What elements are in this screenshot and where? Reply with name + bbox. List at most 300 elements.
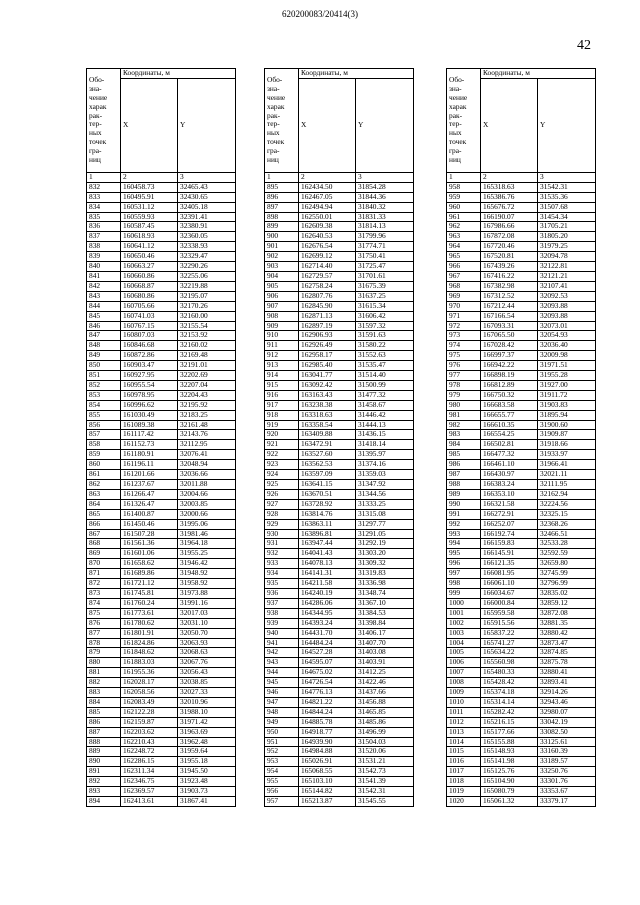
x-value-cell: 161180.91 xyxy=(121,450,178,460)
x-value-cell: 161089.38 xyxy=(121,420,178,430)
table-row xyxy=(87,480,236,490)
y-value-cell: 31541.39 xyxy=(356,777,414,787)
x-value-cell: 163092.42 xyxy=(299,380,356,390)
designation-header-line: ниц xyxy=(89,155,101,165)
x-value-cell: 160559.93 xyxy=(121,212,178,222)
x-value-cell: 166321.58 xyxy=(481,499,538,509)
y-value-cell: 32191.01 xyxy=(178,361,236,371)
table-row xyxy=(447,489,596,499)
designation-header-line: тер- xyxy=(89,119,102,129)
x-value-cell: 164675.02 xyxy=(299,668,356,678)
point-number-cell: 962 xyxy=(447,222,481,232)
x-value-cell: 165068.55 xyxy=(299,767,356,777)
point-number-cell: 833 xyxy=(87,192,121,202)
x-value-cell: 166750.32 xyxy=(481,390,538,400)
point-number-cell: 914 xyxy=(265,371,299,381)
coordinates-header: Координаты, м xyxy=(121,69,236,79)
y-value-cell: 31542.31 xyxy=(538,182,596,192)
x-value-cell: 163641.15 xyxy=(299,480,356,490)
point-number-cell: 848 xyxy=(87,341,121,351)
x-value-cell: 167065.50 xyxy=(481,331,538,341)
point-number-cell: 986 xyxy=(447,460,481,470)
table-row xyxy=(447,539,596,549)
y-value-cell: 31496.99 xyxy=(356,727,414,737)
designation-header-line: рак- xyxy=(449,110,463,120)
point-number-cell: 869 xyxy=(87,549,121,559)
point-number-cell: 897 xyxy=(265,202,299,212)
point-number-cell: 969 xyxy=(447,291,481,301)
point-number-cell: 915 xyxy=(265,380,299,390)
designation-header-line: ниц xyxy=(267,155,279,165)
x-value-cell: 162699.12 xyxy=(299,252,356,262)
table-row xyxy=(87,361,236,371)
point-number-cell: 860 xyxy=(87,460,121,470)
y-value-cell: 32380.91 xyxy=(178,222,236,232)
table-row xyxy=(447,559,596,569)
table-row xyxy=(265,569,414,579)
y-value-cell: 32796.99 xyxy=(538,579,596,589)
y-value-cell: 32153.92 xyxy=(178,331,236,341)
y-value-cell: 31966.41 xyxy=(538,460,596,470)
x-value-cell: 164484.24 xyxy=(299,638,356,648)
table-row xyxy=(447,628,596,638)
table-row xyxy=(265,598,414,608)
point-number-cell: 910 xyxy=(265,331,299,341)
y-value-cell: 31799.96 xyxy=(356,232,414,242)
y-value-cell: 32980.07 xyxy=(538,707,596,717)
table-row xyxy=(447,400,596,410)
table-row xyxy=(87,529,236,539)
y-value-cell: 32360.05 xyxy=(178,232,236,242)
point-number-cell: 979 xyxy=(447,390,481,400)
point-number-cell: 925 xyxy=(265,480,299,490)
point-number-cell: 904 xyxy=(265,271,299,281)
x-value-cell: 164078.13 xyxy=(299,559,356,569)
x-value-cell: 162083.49 xyxy=(121,697,178,707)
table-row xyxy=(265,499,414,509)
designation-header-line: зна- xyxy=(267,83,280,93)
table-row xyxy=(447,787,596,797)
table-row xyxy=(87,757,236,767)
x-value-cell: 166081.95 xyxy=(481,569,538,579)
x-value-cell: 162897.19 xyxy=(299,321,356,331)
table-row xyxy=(265,470,414,480)
y-value-cell: 32067.76 xyxy=(178,658,236,668)
x-value-cell: 166610.35 xyxy=(481,420,538,430)
y-value-cell: 31303.20 xyxy=(356,549,414,559)
point-number-cell: 968 xyxy=(447,281,481,291)
point-number-cell: 944 xyxy=(265,668,299,678)
point-number-cell: 967 xyxy=(447,271,481,281)
col-number-1: 1 xyxy=(447,172,481,182)
point-number-cell: 905 xyxy=(265,281,299,291)
designation-header-line: харак xyxy=(449,101,467,111)
point-number-cell: 890 xyxy=(87,757,121,767)
table-row xyxy=(265,618,414,628)
y-value-cell: 33042.19 xyxy=(538,717,596,727)
x-value-cell: 162906.93 xyxy=(299,331,356,341)
y-value-cell: 32465.43 xyxy=(178,182,236,192)
y-value-cell: 32063.93 xyxy=(178,638,236,648)
x-value-cell: 165560.98 xyxy=(481,658,538,668)
point-number-cell: 936 xyxy=(265,588,299,598)
x-value-cell: 161237.67 xyxy=(121,480,178,490)
designation-header-line: Обо- xyxy=(267,74,283,84)
y-value-cell: 32219.88 xyxy=(178,281,236,291)
coordinates-header: Координаты, м xyxy=(481,69,596,79)
x-value-cell: 162058.56 xyxy=(121,688,178,698)
y-value-cell: 31955.18 xyxy=(178,757,236,767)
y-value-cell: 31531.21 xyxy=(356,757,414,767)
x-value-cell: 161450.46 xyxy=(121,519,178,529)
x-value-cell: 165318.63 xyxy=(481,182,538,192)
point-number-cell: 906 xyxy=(265,291,299,301)
x-value-cell: 163527.60 xyxy=(299,450,356,460)
y-value-cell: 31504.03 xyxy=(356,737,414,747)
table-row xyxy=(447,569,596,579)
y-value-cell: 32093.88 xyxy=(538,311,596,321)
point-number-cell: 927 xyxy=(265,499,299,509)
y-value-cell: 32068.63 xyxy=(178,648,236,658)
y-header: Y xyxy=(538,78,596,172)
x-value-cell: 162609.38 xyxy=(299,222,356,232)
y-value-cell: 33301.76 xyxy=(538,777,596,787)
x-value-cell: 161030.49 xyxy=(121,410,178,420)
table-row xyxy=(87,648,236,658)
point-number-cell: 1015 xyxy=(447,747,481,757)
table-row xyxy=(265,579,414,589)
x-value-cell: 162286.15 xyxy=(121,757,178,767)
y-value-cell: 32881.35 xyxy=(538,618,596,628)
x-value-cell: 163358.54 xyxy=(299,420,356,430)
point-number-cell: 933 xyxy=(265,559,299,569)
x-value-cell: 161201.66 xyxy=(121,470,178,480)
y-value-cell: 32009.98 xyxy=(538,351,596,361)
y-value-cell: 32056.43 xyxy=(178,668,236,678)
y-value-cell: 32835.02 xyxy=(538,588,596,598)
table-row xyxy=(447,499,596,509)
x-value-cell: 162413.61 xyxy=(121,797,178,807)
col-number-1: 1 xyxy=(87,172,121,182)
point-number-cell: 913 xyxy=(265,361,299,371)
table-row xyxy=(87,727,236,737)
table-row xyxy=(447,579,596,589)
table-row xyxy=(265,252,414,262)
x-value-cell: 160767.15 xyxy=(121,321,178,331)
y-value-cell: 32873.47 xyxy=(538,638,596,648)
point-number-cell: 978 xyxy=(447,380,481,390)
x-value-cell: 166430.97 xyxy=(481,470,538,480)
table-row xyxy=(87,371,236,381)
designation-header-line: точек xyxy=(267,137,285,147)
point-number-cell: 940 xyxy=(265,628,299,638)
point-number-cell: 992 xyxy=(447,519,481,529)
table-row xyxy=(447,281,596,291)
designation-header-line: харак xyxy=(267,101,285,111)
table-row xyxy=(447,252,596,262)
x-value-cell: 161824.86 xyxy=(121,638,178,648)
y-value-cell: 31477.32 xyxy=(356,390,414,400)
y-value-cell: 31606.42 xyxy=(356,311,414,321)
table-row xyxy=(87,331,236,341)
x-value-cell: 163472.91 xyxy=(299,440,356,450)
table-row xyxy=(265,717,414,727)
x-value-cell: 162210.43 xyxy=(121,737,178,747)
point-number-cell: 1007 xyxy=(447,668,481,678)
y-value-cell: 31981.46 xyxy=(178,529,236,539)
point-number-cell: 963 xyxy=(447,232,481,242)
x-value-cell: 163318.63 xyxy=(299,410,356,420)
y-value-cell: 31675.39 xyxy=(356,281,414,291)
table-row xyxy=(265,380,414,390)
y-value-cell: 31962.48 xyxy=(178,737,236,747)
point-number-cell: 948 xyxy=(265,707,299,717)
y-value-cell: 31344.56 xyxy=(356,489,414,499)
x-value-cell: 160955.54 xyxy=(121,380,178,390)
coordinates-table-2 xyxy=(264,68,414,807)
point-number-cell: 945 xyxy=(265,678,299,688)
x-value-cell: 160978.95 xyxy=(121,390,178,400)
table-row xyxy=(447,529,596,539)
point-number-cell: 922 xyxy=(265,450,299,460)
y-value-cell: 32533.28 xyxy=(538,539,596,549)
y-value-cell: 32162.94 xyxy=(538,489,596,499)
table-row xyxy=(447,470,596,480)
point-number-cell: 850 xyxy=(87,361,121,371)
x-value-cell: 163409.88 xyxy=(299,430,356,440)
point-number-cell: 1003 xyxy=(447,628,481,638)
x-value-cell: 161773.61 xyxy=(121,608,178,618)
x-value-cell: 164041.43 xyxy=(299,549,356,559)
x-value-cell: 161152.73 xyxy=(121,440,178,450)
table-row xyxy=(265,559,414,569)
table-row xyxy=(447,311,596,321)
designation-header-line: тер- xyxy=(449,119,462,129)
point-number-cell: 917 xyxy=(265,400,299,410)
x-value-cell: 164141.31 xyxy=(299,569,356,579)
x-value-cell: 165125.76 xyxy=(481,767,538,777)
y-value-cell: 31347.92 xyxy=(356,480,414,490)
y-value-cell: 32017.03 xyxy=(178,608,236,618)
x-value-cell: 167520.81 xyxy=(481,252,538,262)
point-number-cell: 947 xyxy=(265,697,299,707)
table-row xyxy=(447,707,596,717)
y-value-cell: 31844.36 xyxy=(356,192,414,202)
point-number-cell: 930 xyxy=(265,529,299,539)
y-value-cell: 31552.63 xyxy=(356,351,414,361)
table-row xyxy=(447,588,596,598)
y-value-cell: 32036.40 xyxy=(538,341,596,351)
y-value-cell: 32054.93 xyxy=(538,331,596,341)
point-number-cell: 1009 xyxy=(447,688,481,698)
table-row xyxy=(265,212,414,222)
point-number-cell: 983 xyxy=(447,430,481,440)
designation-header-line: чение xyxy=(449,92,468,102)
table-row xyxy=(87,767,236,777)
table-row xyxy=(447,331,596,341)
designation-header xyxy=(265,69,299,173)
table-row xyxy=(87,737,236,747)
point-number-cell: 873 xyxy=(87,588,121,598)
point-number-cell: 942 xyxy=(265,648,299,658)
table-row xyxy=(87,470,236,480)
point-number-cell: 920 xyxy=(265,430,299,440)
x-value-cell: 166353.10 xyxy=(481,489,538,499)
point-number-cell: 876 xyxy=(87,618,121,628)
point-number-cell: 991 xyxy=(447,509,481,519)
x-value-cell: 167312.52 xyxy=(481,291,538,301)
point-number-cell: 964 xyxy=(447,242,481,252)
point-number-cell: 896 xyxy=(265,192,299,202)
designation-header-line: рак- xyxy=(267,110,281,120)
point-number-cell: 997 xyxy=(447,569,481,579)
y-value-cell: 32745.99 xyxy=(538,569,596,579)
x-value-cell: 162346.75 xyxy=(121,777,178,787)
x-value-cell: 164286.06 xyxy=(299,598,356,608)
point-number-cell: 972 xyxy=(447,321,481,331)
point-number-cell: 909 xyxy=(265,321,299,331)
point-number-cell: 895 xyxy=(265,182,299,192)
table-row xyxy=(447,737,596,747)
y-value-cell: 32329.47 xyxy=(178,252,236,262)
point-number-cell: 899 xyxy=(265,222,299,232)
x-value-cell: 166145.91 xyxy=(481,549,538,559)
x-value-cell: 161848.62 xyxy=(121,648,178,658)
x-value-cell: 166502.81 xyxy=(481,440,538,450)
x-value-cell: 161801.91 xyxy=(121,628,178,638)
table-row xyxy=(447,440,596,450)
table-row xyxy=(265,549,414,559)
x-value-cell: 160663.27 xyxy=(121,262,178,272)
table-row xyxy=(265,727,414,737)
x-value-cell: 165061.32 xyxy=(481,797,538,807)
page-number: 42 xyxy=(577,38,591,53)
y-value-cell: 31946.42 xyxy=(178,559,236,569)
table-row xyxy=(265,410,414,420)
y-value-cell: 31995.06 xyxy=(178,519,236,529)
y-value-cell: 32143.76 xyxy=(178,430,236,440)
point-number-cell: 835 xyxy=(87,212,121,222)
table-row xyxy=(87,202,236,212)
designation-header-line: чение xyxy=(89,92,108,102)
point-number-cell: 900 xyxy=(265,232,299,242)
x-value-cell: 161266.47 xyxy=(121,489,178,499)
y-value-cell: 31991.16 xyxy=(178,598,236,608)
table-row xyxy=(87,579,236,589)
point-number-cell: 903 xyxy=(265,262,299,272)
table-row xyxy=(87,628,236,638)
y-value-cell: 31359.03 xyxy=(356,470,414,480)
col-number-1: 1 xyxy=(265,172,299,182)
point-number-cell: 966 xyxy=(447,262,481,272)
point-number-cell: 985 xyxy=(447,450,481,460)
y-value-cell: 32183.25 xyxy=(178,410,236,420)
y-value-cell: 32112.95 xyxy=(178,440,236,450)
table-row xyxy=(87,252,236,262)
table-row xyxy=(447,598,596,608)
y-value-cell: 31895.94 xyxy=(538,410,596,420)
y-value-cell: 31854.28 xyxy=(356,182,414,192)
point-number-cell: 943 xyxy=(265,658,299,668)
x-value-cell: 166272.91 xyxy=(481,509,538,519)
x-value-cell: 167986.66 xyxy=(481,222,538,232)
x-value-cell: 161561.36 xyxy=(121,539,178,549)
x-header: X xyxy=(481,78,538,172)
point-number-cell: 957 xyxy=(265,797,299,807)
table-row xyxy=(265,321,414,331)
y-value-cell: 31927.00 xyxy=(538,380,596,390)
table-row xyxy=(447,341,596,351)
point-number-cell: 891 xyxy=(87,767,121,777)
point-number-cell: 935 xyxy=(265,579,299,589)
point-number-cell: 970 xyxy=(447,301,481,311)
designation-header xyxy=(447,69,481,173)
table-row xyxy=(447,767,596,777)
table-row xyxy=(447,658,596,668)
table-row xyxy=(265,588,414,598)
y-value-cell: 33082.50 xyxy=(538,727,596,737)
x-value-cell: 164211.58 xyxy=(299,579,356,589)
table-row xyxy=(265,390,414,400)
point-number-cell: 887 xyxy=(87,727,121,737)
point-number-cell: 949 xyxy=(265,717,299,727)
table-row xyxy=(87,549,236,559)
point-number-cell: 961 xyxy=(447,212,481,222)
table-row xyxy=(447,232,596,242)
point-number-cell: 1013 xyxy=(447,727,481,737)
y-value-cell: 32466.51 xyxy=(538,529,596,539)
y-value-cell: 32021.11 xyxy=(538,470,596,480)
table-row xyxy=(87,192,236,202)
point-number-cell: 999 xyxy=(447,588,481,598)
table-row xyxy=(447,608,596,618)
y-value-cell: 31805.20 xyxy=(538,232,596,242)
x-value-cell: 163597.09 xyxy=(299,470,356,480)
y-value-cell: 31591.63 xyxy=(356,331,414,341)
y-value-cell: 32224.56 xyxy=(538,499,596,509)
y-value-cell: 33125.61 xyxy=(538,737,596,747)
table-row xyxy=(447,262,596,272)
x-value-cell: 161780.62 xyxy=(121,618,178,628)
y-value-cell: 31750.41 xyxy=(356,252,414,262)
table-row xyxy=(87,787,236,797)
point-number-cell: 1012 xyxy=(447,717,481,727)
point-number-cell: 863 xyxy=(87,489,121,499)
point-number-cell: 1019 xyxy=(447,787,481,797)
table-row xyxy=(87,747,236,757)
y-value-cell: 32003.85 xyxy=(178,499,236,509)
point-number-cell: 1004 xyxy=(447,638,481,648)
x-value-cell: 160872.86 xyxy=(121,351,178,361)
x-value-cell: 161658.62 xyxy=(121,559,178,569)
point-number-cell: 918 xyxy=(265,410,299,420)
designation-header-line: зна- xyxy=(89,83,102,93)
y-value-cell: 32161.48 xyxy=(178,420,236,430)
table-row xyxy=(87,232,236,242)
y-value-cell: 31774.71 xyxy=(356,242,414,252)
y-value-cell: 31403.91 xyxy=(356,658,414,668)
x-value-cell: 161196.11 xyxy=(121,460,178,470)
x-value-cell: 167382.98 xyxy=(481,281,538,291)
table-row xyxy=(87,717,236,727)
x-value-cell: 160741.03 xyxy=(121,311,178,321)
designation-header-line: чение xyxy=(267,92,286,102)
y-value-cell: 31988.10 xyxy=(178,707,236,717)
x-value-cell: 165148.93 xyxy=(481,747,538,757)
y-value-cell: 32872.08 xyxy=(538,608,596,618)
point-number-cell: 977 xyxy=(447,371,481,381)
point-number-cell: 847 xyxy=(87,331,121,341)
